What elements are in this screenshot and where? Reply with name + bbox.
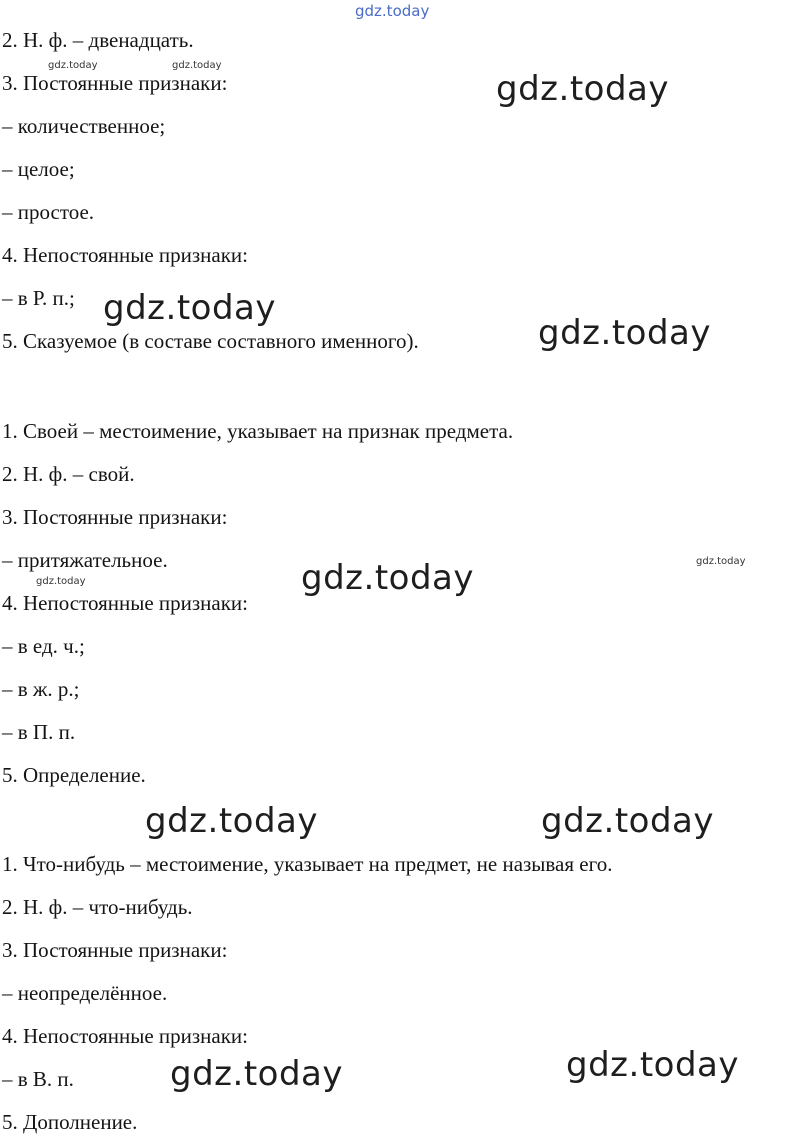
text-line: 4. Непостоянные признаки:: [2, 1024, 248, 1048]
text-line: 5. Сказуемое (в составе составного именного).: [2, 329, 419, 353]
text-line: – целое;: [2, 157, 75, 181]
text-line: 3. Постоянные признаки:: [2, 938, 228, 962]
text-line: – неопределённое.: [2, 981, 168, 1005]
watermark-small: gdz.today: [696, 556, 746, 567]
text-line: 1. Своей – местоимение, указывает на признак предмета.: [2, 419, 514, 443]
watermark-big: gdz.today: [301, 558, 474, 598]
watermark-big: gdz.today: [496, 69, 669, 109]
text-line: 2. Н. ф. – свой.: [2, 462, 135, 486]
text-line: 2. Н. ф. – двенадцать.: [2, 28, 194, 52]
text-line: – в Р. п.;: [2, 286, 75, 310]
text-line: 3. Постоянные признаки:: [2, 71, 228, 95]
text-line: 3. Постоянные признаки:: [2, 505, 228, 529]
text-line: – в ж. р.;: [2, 677, 80, 701]
text-line: 5. Определение.: [2, 763, 146, 787]
watermark-top: gdz.today: [355, 2, 430, 20]
text-line: – в ед. ч.;: [2, 634, 85, 658]
text-line: – притяжательное.: [2, 548, 168, 572]
text-line: – в В. п.: [2, 1067, 74, 1091]
text-line: – количественное;: [2, 114, 166, 138]
watermark-small: gdz.today: [172, 60, 222, 71]
watermark-small: gdz.today: [36, 576, 86, 587]
text-line: – простое.: [2, 200, 95, 224]
text-line: 2. Н. ф. – что-нибудь.: [2, 895, 193, 919]
text-line: – в П. п.: [2, 720, 76, 744]
watermark-big: gdz.today: [103, 288, 276, 328]
watermark-small: gdz.today: [48, 60, 98, 71]
watermark-big: gdz.today: [145, 801, 318, 841]
text-line: 5. Дополнение.: [2, 1110, 138, 1134]
text-line: 4. Непостоянные признаки:: [2, 243, 248, 267]
watermark-big: gdz.today: [170, 1054, 343, 1094]
watermark-big: gdz.today: [538, 313, 711, 353]
text-line: 1. Что-нибудь – местоимение, указывает на предмет, не называя его.: [2, 852, 613, 876]
text-line: 4. Непостоянные признаки:: [2, 591, 248, 615]
watermark-big: gdz.today: [541, 801, 714, 841]
watermark-big: gdz.today: [566, 1045, 739, 1085]
